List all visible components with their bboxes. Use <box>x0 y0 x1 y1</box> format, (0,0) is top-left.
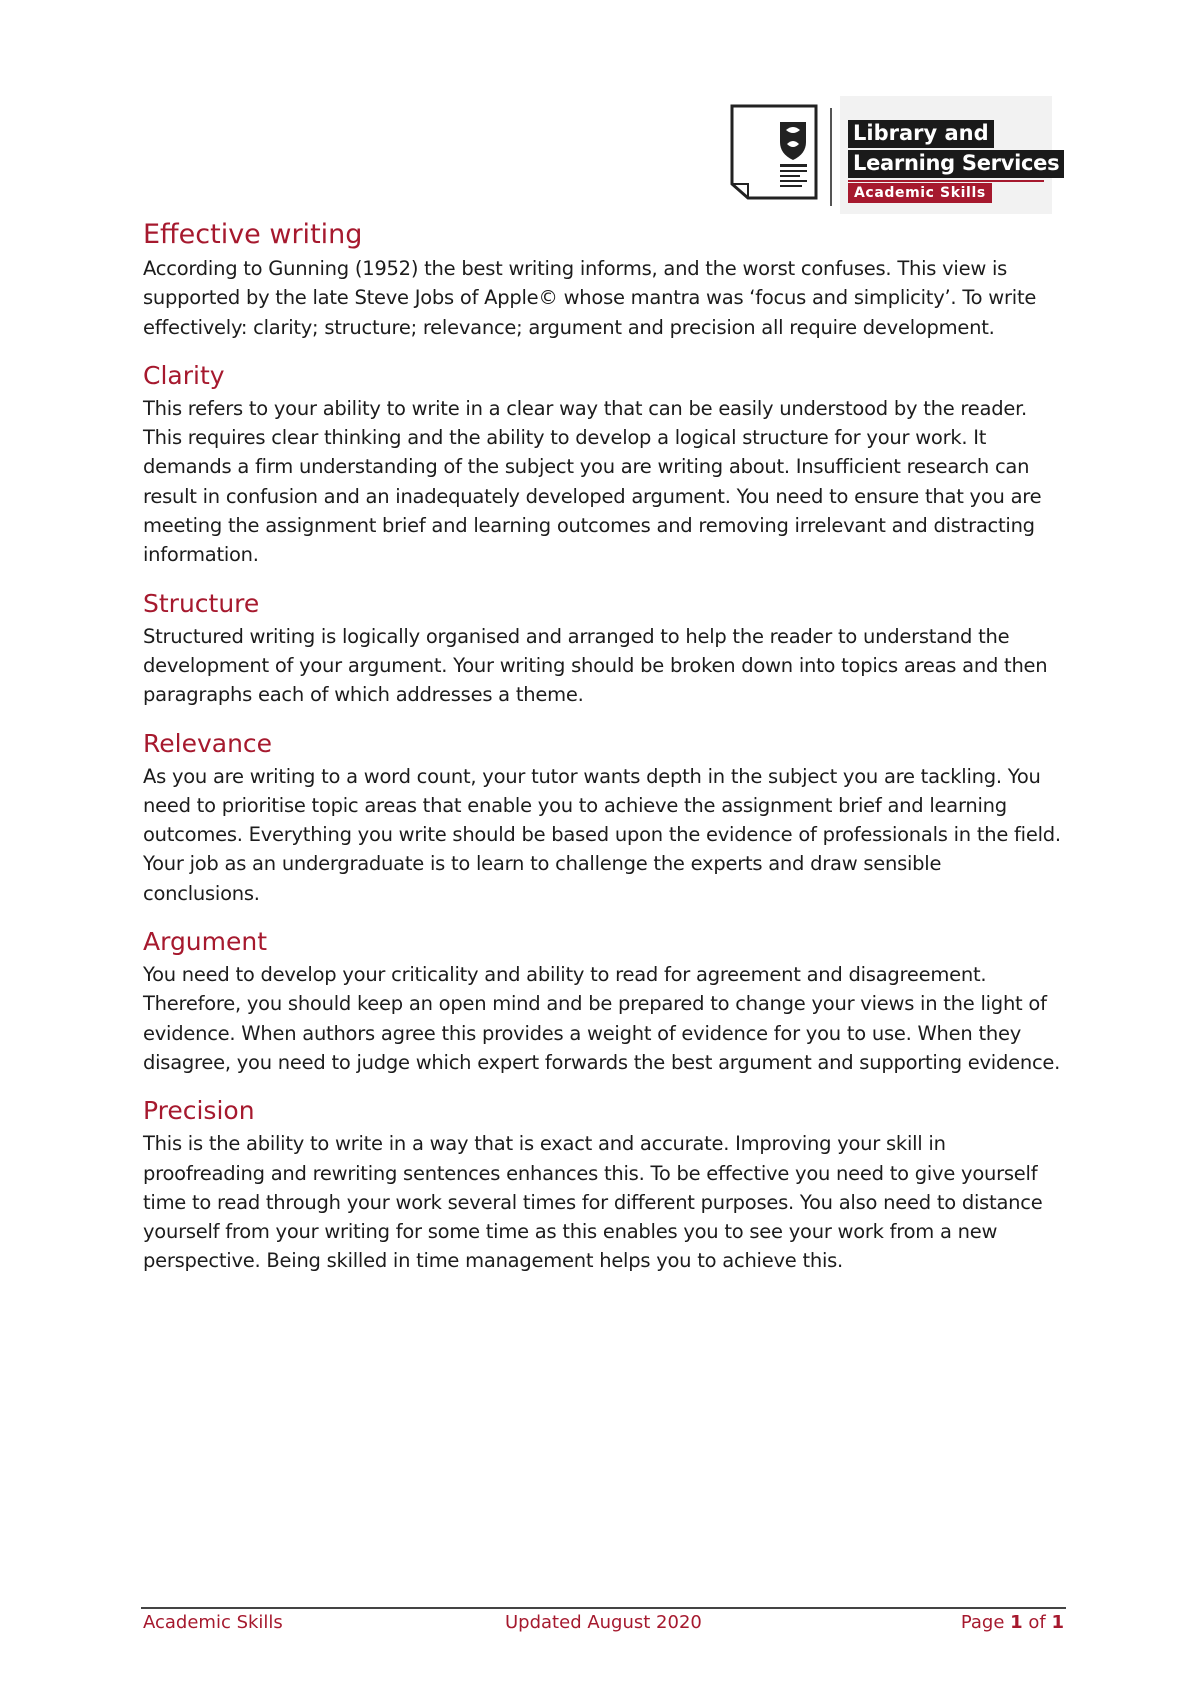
logo-accent-rule <box>848 180 1044 182</box>
footer-page-number <box>961 1612 1064 1633</box>
section-heading-relevance: Relevance <box>143 728 273 758</box>
document-body <box>143 216 1063 1276</box>
section-body-argument: You need to develop your criticality and ability to read for agreement and disagreement. Therefore, you should keep an open mind and be prepared to change your views in the light of evidence. When authors agree this provides a weight of evidence for you to use. When they disagree, you need to judge which expert forwards the best argument and supporting evidence. <box>143 963 1061 1074</box>
section-body-clarity: This refers to your ability to write in a clear way that can be easily understood by the reader. This requires clear thinking and the ability to develop a logical structure for your work. It demands a firm understanding of the subject you are writing about. Insufficient research can result in confusion and an inadequately developed argument. You need to ensure that you are meeting the assignment brief and learning outcomes and removing irrelevant and distracting information. <box>143 396 1042 567</box>
logo-line-academic-skills: Academic Skills <box>848 183 992 203</box>
library-logo <box>726 96 1060 214</box>
page-total: 1 <box>1051 1612 1064 1633</box>
section-body-structure: Structured writing is logically organised and arranged to help the reader to understand the development of your argument. Your writing should be broken down into topics areas and then paragraphs each of which addresses a theme. <box>143 624 1048 707</box>
footer-label: Academic Skills <box>143 1612 283 1633</box>
university-crest-icon <box>726 104 820 208</box>
page-label: Page <box>960 1612 1011 1633</box>
logo-line-learning-services: Learning Services <box>848 150 1064 178</box>
section-body-relevance: As you are writing to a word count, your tutor wants depth in the subject you are tackling. You need to prioritise topic areas that enable you to achieve the assignment brief and learning outcomes. Everything you write should be based upon the evidence of professionals in the field. Your job as an undergraduate is to learn to challenge the experts and draw sensible conclusions. <box>143 764 1061 905</box>
section-heading-structure: Structure <box>143 588 260 618</box>
section-heading-argument: Argument <box>143 927 268 957</box>
logo-divider <box>830 108 832 206</box>
logo-line-library: Library and <box>848 120 994 148</box>
page-of: of <box>1022 1612 1052 1633</box>
page-title: Effective writing <box>143 219 363 250</box>
intro-paragraph: According to Gunning (1952) the best writing informs, and the worst confuses. This view is supported by the late Steve Jobs of Apple© whose mantra was ‘focus and simplicity’. To write effectively: clarity; structure; relevance; argument and precision all require development. <box>143 257 1037 339</box>
section-heading-clarity: Clarity <box>143 360 225 390</box>
footer-divider <box>141 1607 1066 1609</box>
footer-updated-date: Updated August 2020 <box>505 1612 702 1633</box>
page-footer <box>143 1612 1064 1642</box>
page-current: 1 <box>1010 1612 1023 1633</box>
section-heading-precision: Precision <box>143 1096 255 1126</box>
logo-wordmark <box>840 96 1060 214</box>
section-body-precision: This is the ability to write in a way that is exact and accurate. Improving your skill in proofreading and rewriting sentences enhances this. To be effective you need to give yourself time to read through your work several times for different purposes. You also need to distance yourself from your writing for some time as this enables you to see your work from a new perspective. Being skilled in time management helps you to achieve this. <box>143 1132 1043 1273</box>
